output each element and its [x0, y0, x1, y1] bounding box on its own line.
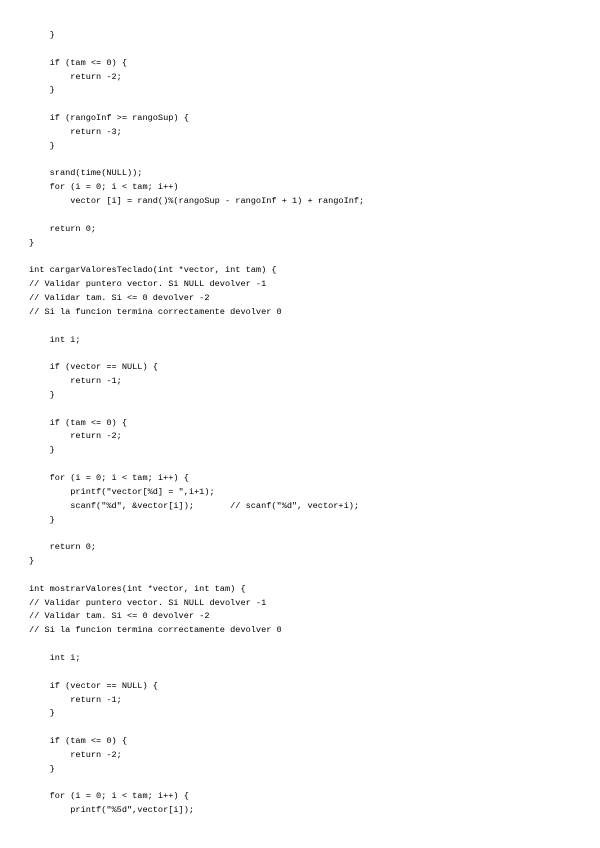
- code-line: }: [29, 389, 55, 400]
- code-line: return -2;: [29, 71, 122, 82]
- code-line: }: [29, 445, 55, 456]
- code-line: // Validar tam. Si <= 0 devolver -2: [29, 611, 210, 622]
- code-line: if (vector == NULL) {: [29, 362, 158, 373]
- code-line: [29, 320, 364, 334]
- code-line: }: [29, 30, 55, 40]
- code-line: int i;: [29, 652, 81, 663]
- code-line: if (tam <= 0) {: [29, 57, 127, 68]
- code-line: // Si la funcion termina correctamente devolver 0: [29, 625, 282, 636]
- code-line: }: [29, 708, 55, 719]
- code-line: int cargarValoresTeclado(int *vector, int tam) {: [29, 265, 277, 276]
- code-line: [29, 666, 364, 680]
- code-line: return -3;: [29, 126, 122, 137]
- code-line: [29, 347, 364, 361]
- code-line: if (vector == NULL) {: [29, 680, 158, 691]
- code-line: }: [29, 514, 55, 525]
- code-listing: [29, 29, 364, 818]
- code-line: return -1;: [29, 694, 122, 705]
- code-line: [29, 154, 364, 168]
- code-line: scanf("%d", &vector[i]); // scanf("%d", vector+i);: [29, 500, 360, 511]
- code-line: // Validar puntero vector. Si NULL devolver -1: [29, 597, 267, 608]
- code-line: }: [29, 237, 35, 248]
- code-line: [29, 403, 364, 417]
- code-line: // Validar tam. Si <= 0 devolver -2: [29, 293, 210, 304]
- code-line: int mostrarValores(int *vector, int tam) {: [29, 583, 246, 594]
- code-line: [29, 527, 364, 541]
- code-line: [29, 569, 364, 583]
- code-line: return -2;: [29, 749, 122, 760]
- code-line: [29, 721, 364, 735]
- code-line: srand(time(NULL));: [29, 168, 143, 179]
- code-line: int i;: [29, 334, 81, 345]
- code-line: [29, 638, 364, 652]
- code-line: [29, 251, 364, 265]
- code-line: }: [29, 556, 35, 567]
- code-line: [29, 43, 364, 57]
- code-line: [29, 777, 364, 791]
- code-line: return -1;: [29, 376, 122, 387]
- code-line: for (i = 0; i < tam; i++) {: [29, 473, 189, 483]
- code-line: [29, 209, 364, 223]
- code-line: }: [29, 763, 55, 774]
- code-line: }: [29, 140, 55, 151]
- code-line: for (i = 0; i < tam; i++) {: [29, 791, 189, 802]
- code-line: // Si la funcion termina correctamente devolver 0: [29, 306, 282, 317]
- code-line: // Validar puntero vector. Si NULL devolver -1: [29, 279, 267, 290]
- code-line: if (tam <= 0) {: [29, 417, 127, 428]
- code-line: if (rangoInf >= rangoSup) {: [29, 113, 189, 124]
- code-line: for (i = 0; i < tam; i++): [29, 182, 179, 193]
- code-line: printf("vector[%d] = ",i+1);: [29, 486, 215, 497]
- code-line: if (tam <= 0) {: [29, 736, 127, 747]
- code-line: }: [29, 85, 55, 96]
- code-line: [29, 458, 364, 472]
- code-line: return 0;: [29, 223, 97, 234]
- code-line: vector [i] = rand()%(rangoSup - rangoInf + 1) + rangoInf;: [29, 196, 365, 207]
- code-line: return 0;: [29, 542, 97, 553]
- code-line: return -2;: [29, 431, 122, 442]
- code-line: printf("%5d",vector[i]);: [29, 805, 195, 816]
- code-line: [29, 98, 364, 112]
